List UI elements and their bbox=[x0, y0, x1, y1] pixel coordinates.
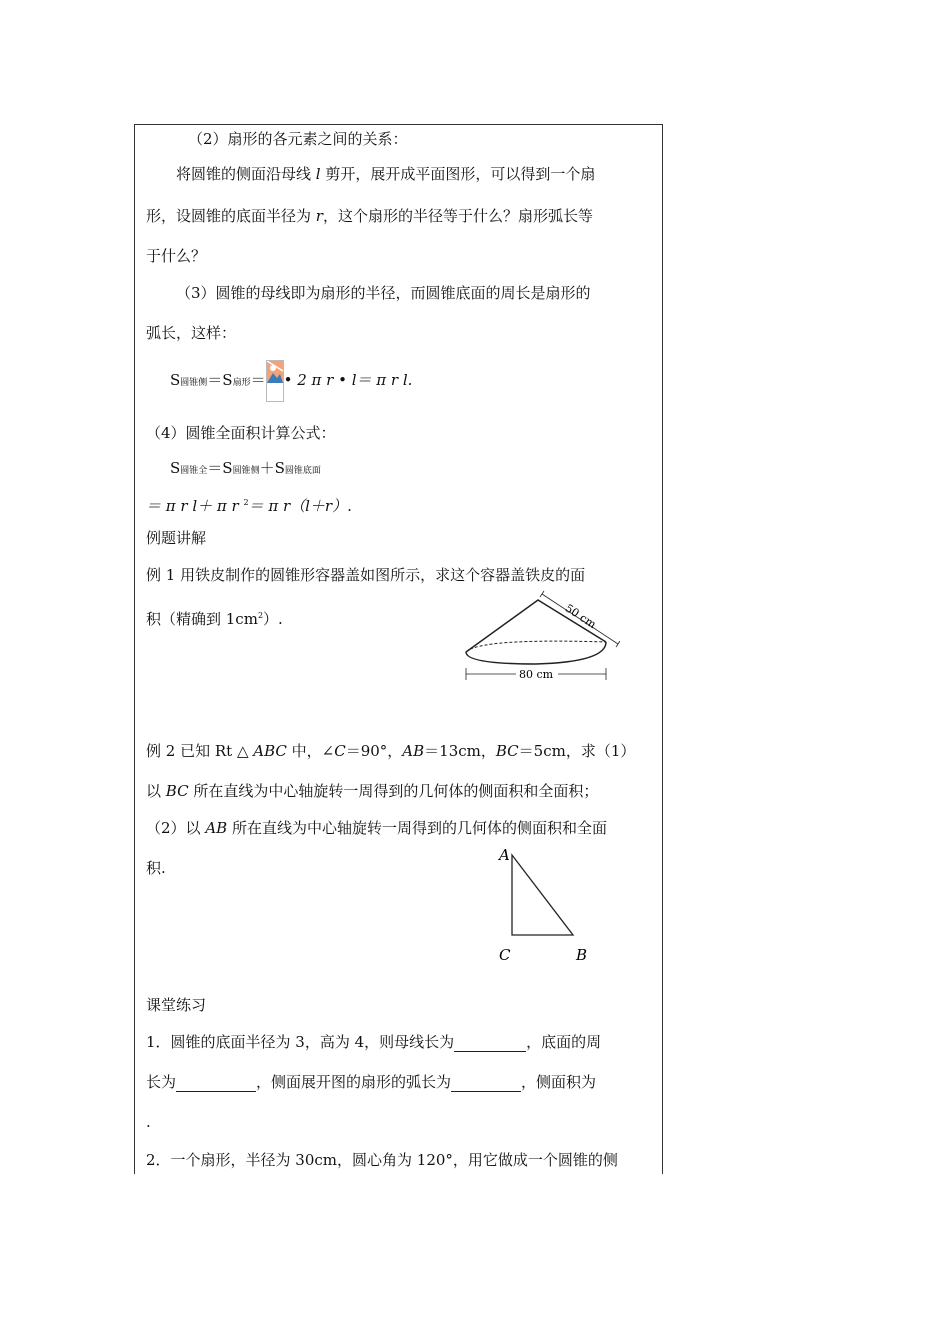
section-2-paragraph-line-2: 形，设圆锥的底面半径为 r，这个扇形的半径等于什么？扇形弧长等 bbox=[146, 207, 593, 225]
section-2-title: （2）扇形的各元素之间的关系： bbox=[188, 130, 408, 148]
example-1-line-1: 例 1 用铁皮制作的圆锥形容器盖如图所示，求这个容器盖铁皮的面 bbox=[146, 566, 586, 584]
base-label: 80 cm bbox=[519, 668, 554, 681]
lateral-area-formula: S圆锥侧＝S扇形＝ • 2 π r • l＝ π r l. bbox=[170, 358, 412, 402]
triangle-figure bbox=[490, 840, 600, 970]
cone-figure bbox=[460, 590, 620, 686]
practice-1-line-1: 1．圆锥的底面半径为 3，高为 4，则母线长为 ，底面的周 bbox=[146, 1033, 602, 1051]
total-area-formula-line-2: ＝ π r l＋ π r $^2$＝ π r（l＋r）. bbox=[146, 497, 352, 515]
answer-blank-slant[interactable] bbox=[454, 1037, 526, 1052]
cone-base-back bbox=[466, 641, 606, 652]
section-4-title: （4）圆锥全面积计算公式： bbox=[146, 424, 336, 442]
right-triangle bbox=[512, 855, 573, 935]
vertex-label-c: C bbox=[499, 946, 511, 964]
examples-heading: 例题讲解 bbox=[146, 529, 207, 547]
practice-1-line-2: 长为 ，侧面展开图的扇形的弧长为 ，侧面积为 bbox=[146, 1073, 597, 1091]
example-1-line-2: 积（精确到 $1cm^2$）. bbox=[146, 610, 283, 628]
answer-blank-arc-length[interactable] bbox=[451, 1077, 521, 1092]
vertex-label-a: A bbox=[499, 846, 510, 864]
practice-heading: 课堂练习 bbox=[146, 996, 207, 1014]
example-2-line-2: 以 BC 所在直线为中心轴旋转一周得到的几何体的侧面积和全面积； bbox=[146, 782, 599, 800]
practice-1-line-3: . bbox=[146, 1113, 151, 1131]
cone-base-front bbox=[466, 642, 606, 664]
section-2-paragraph-line-3: 于什么？ bbox=[146, 247, 207, 265]
answer-blank-circumference[interactable] bbox=[176, 1077, 256, 1092]
vertex-label-b: B bbox=[576, 946, 588, 964]
total-area-formula-line-1: S圆锥全＝S圆锥侧＋S圆锥底面 bbox=[170, 459, 321, 477]
example-2-line-4: 积. bbox=[146, 859, 166, 877]
example-2-line-3: （2）以 AB 所在直线为中心轴旋转一周得到的几何体的侧面积和全面 bbox=[146, 819, 607, 837]
example-2-line-1: 例 2 已知 Rt △ ABC 中，∠C＝90°，AB＝13cm，BC＝5cm，求（1） bbox=[146, 742, 636, 760]
section-2-paragraph-line-1: 将圆锥的侧面沿母线 l 剪开，展开成平面图形，可以得到一个扇 bbox=[176, 165, 596, 183]
practice-2-line-1: 2．一个扇形，半径为 30cm，圆心角为 120°，用它做成一个圆锥的侧 bbox=[146, 1151, 618, 1169]
section-3-paragraph-line-2: 弧长，这样： bbox=[146, 324, 237, 342]
slant-label: 50 cm bbox=[562, 601, 599, 632]
section-3-paragraph-line-1: （3）圆锥的母线即为扇形的半径，而圆锥底面的周长是扇形的 bbox=[176, 284, 591, 302]
image-placeholder-icon bbox=[266, 360, 284, 402]
